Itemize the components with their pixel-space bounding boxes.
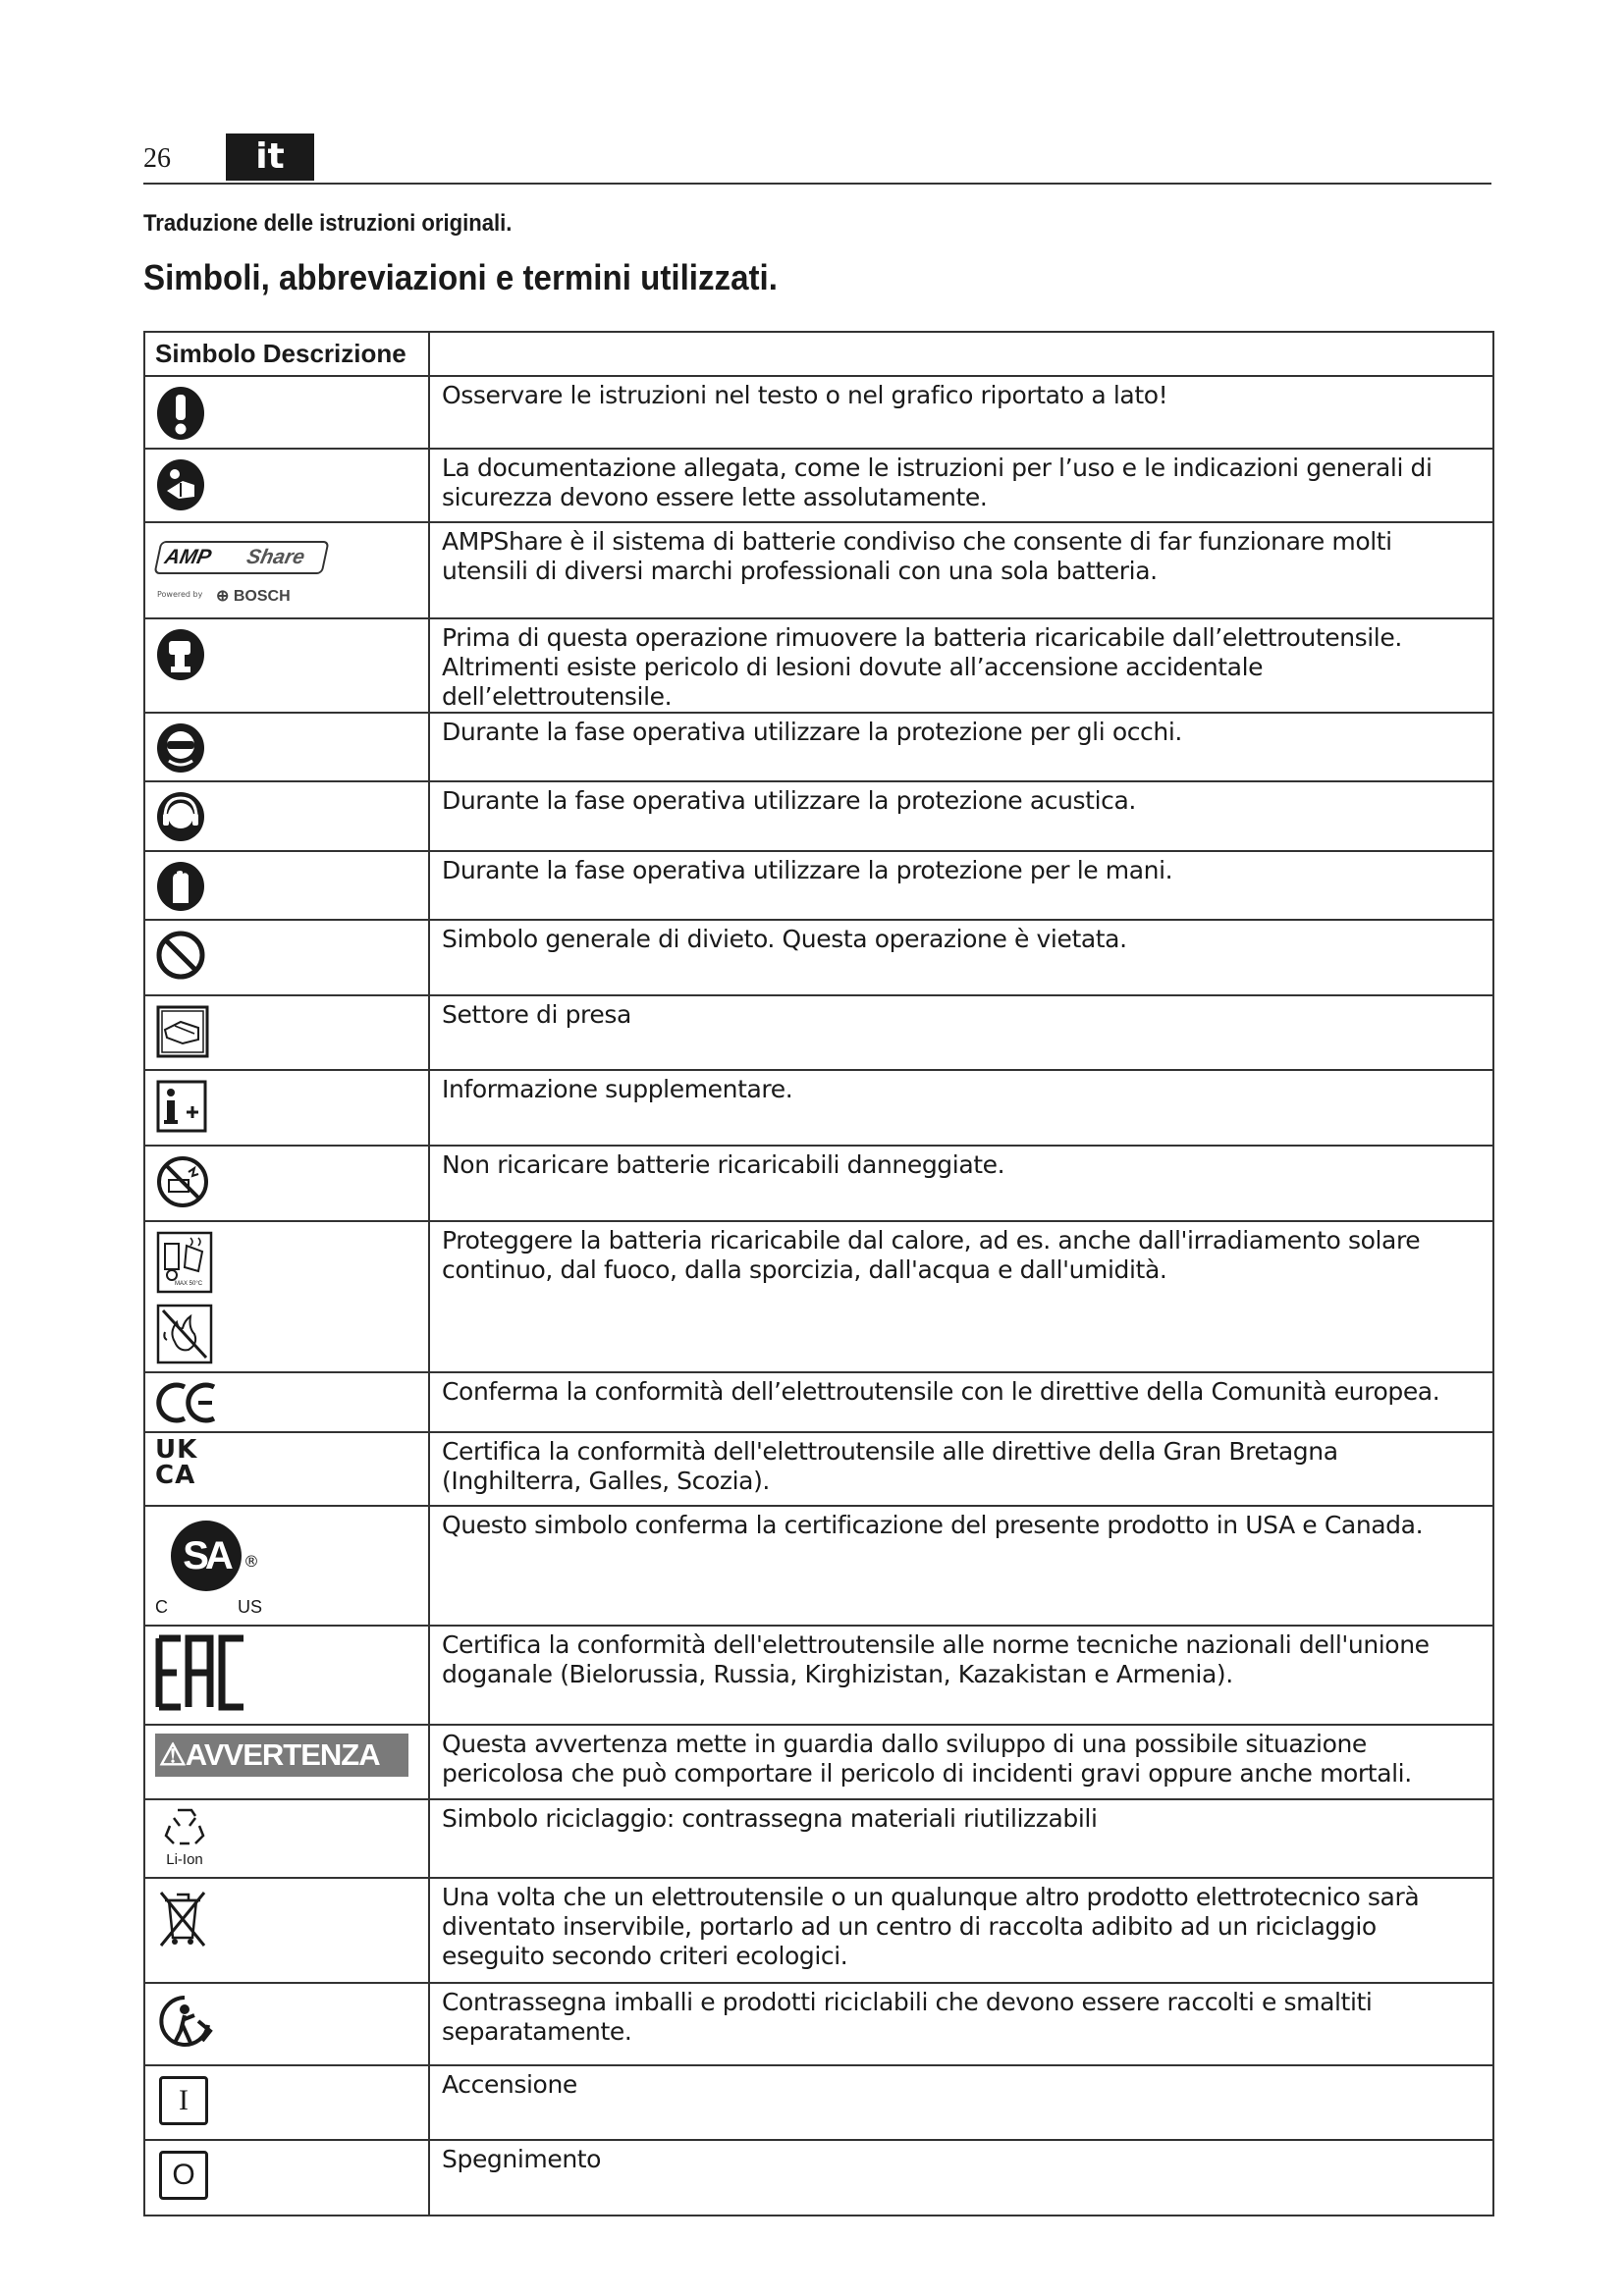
warning-label: ⚠AVVERTENZA bbox=[155, 1734, 408, 1777]
remove-battery-icon bbox=[155, 627, 206, 682]
table-row: UK CA Certifica la conformità dell'elettroutensile alle direttive della Gran Bretagna (Inghilterra, Galles, Scozia). bbox=[144, 1432, 1493, 1506]
table-row: Conferma la conformità dell’elettroutensile con le direttive della Comunità europea. bbox=[144, 1372, 1493, 1432]
power-on-icon: I bbox=[159, 2076, 208, 2125]
table-header-row bbox=[144, 332, 1493, 376]
no-charge-damaged-battery-icon bbox=[155, 1154, 210, 1209]
table-row: Non ricaricare batterie ricaricabili danneggiate. bbox=[144, 1146, 1493, 1221]
language-tab: it bbox=[226, 133, 314, 181]
table-row: Durante la fase operativa utilizzare la protezione per le mani. bbox=[144, 851, 1493, 920]
info-plus-icon bbox=[155, 1079, 208, 1134]
table-row: I Accensione bbox=[144, 2065, 1493, 2140]
table-row: Osservare le istruzioni nel testo o nel grafico riportato a lato! bbox=[144, 376, 1493, 449]
ce-mark bbox=[155, 1379, 224, 1426]
table-row: La documentazione allegata, come le istruzioni per l’uso e le indicazioni generali di sicurezza devono essere lette assolutamente. bbox=[144, 449, 1493, 522]
symbols-table bbox=[143, 331, 1494, 2216]
bosch-mark: ⊕ BOSCH bbox=[216, 588, 291, 605]
table-row: SA ® C US Questo simbolo conferma la certificazione del presente prodotto in USA e Canada. bbox=[144, 1506, 1493, 1626]
eac-mark bbox=[155, 1632, 249, 1713]
table-row: ⚠AVVERTENZA Questa avvertenza mette in guardia dallo sviluppo di una possibile situazione pericolosa che può comportare il pericolo di incidenti gravi oppure anche mortali. bbox=[144, 1725, 1493, 1799]
grip-area-icon bbox=[155, 1004, 210, 1059]
page-header bbox=[143, 133, 1491, 185]
triman-icon bbox=[155, 1992, 216, 2051]
crossed-bin-icon bbox=[155, 1887, 210, 1949]
ear-protection-icon bbox=[155, 790, 206, 843]
table-row: Li-Ion Simbolo riciclaggio: contrassegna materiali riutilizzabili bbox=[144, 1799, 1493, 1878]
table-row: Una volta che un elettroutensile o un qualunque altro prodotto elettrotecnico sarà diventato inservibile, portarlo ad un centro di raccolta adibito ad un riciclaggio eseguito secondo criteri ecologici. bbox=[144, 1878, 1493, 1983]
ukca-mark: UK CA bbox=[155, 1435, 198, 1490]
table-row: Durante la fase operativa utilizzare la protezione per gli occhi. bbox=[144, 713, 1493, 781]
table-row: Settore di presa bbox=[144, 995, 1493, 1070]
ampshare-logo: AMP Share Powered by ⊕ BOSCH bbox=[157, 535, 334, 614]
table-row: Simbolo generale di divieto. Questa operazione è vietata. bbox=[144, 920, 1493, 995]
document-subtitle: Traduzione delle istruzioni originali. bbox=[143, 210, 513, 237]
table-header: Simbolo Descrizione bbox=[144, 332, 429, 376]
table-row: Contrassegna imballi e prodotti riciclabili che devono essere raccolti e smaltiti separatamente. bbox=[144, 1983, 1493, 2065]
table-row: Prima di questa operazione rimuovere la batteria ricaricabile dall’elettroutensile. Altrimenti esiste pericolo di lesioni dovute all’accensione accidentale dell’elettroutensile. bbox=[144, 618, 1493, 713]
table-row: Durante la fase operativa utilizzare la protezione acustica. bbox=[144, 781, 1493, 851]
table-row: AMP Share Powered by ⊕ BOSCH AMPShare è il sistema di batterie condiviso che consente di far funzionare molti utensili di diversi marchi professionali con una sola batteria. bbox=[144, 522, 1493, 618]
table-row: Informazione supplementare. bbox=[144, 1070, 1493, 1146]
csa-mark: SA ® C US bbox=[155, 1517, 273, 1619]
table-row: Certifica la conformità dell'elettroutensile alle norme tecniche nazionali dell'unione doganale (Bielorussia, Russia, Kirghizistan, Kazakistan e Armenia). bbox=[144, 1626, 1493, 1725]
page-title: Simboli, abbreviazioni e termini utilizzati. bbox=[143, 257, 778, 297]
prohibition-icon bbox=[155, 929, 206, 982]
battery-water-fire-icon bbox=[155, 1303, 214, 1365]
table-row: MAX 50°C Proteggere la batteria ricaricabile dal calore, ad es. anche dall'irradiamento solare continuo, dal fuoco, dalla sporcizia, dall'acqua e dall'umidità. bbox=[144, 1221, 1493, 1372]
exclamation-icon bbox=[155, 385, 206, 442]
recycling-li-ion-icon: Li-Ion bbox=[155, 1804, 214, 1868]
eye-protection-icon bbox=[155, 721, 206, 774]
hand-protection-icon bbox=[155, 860, 206, 913]
power-off-icon: O bbox=[159, 2151, 208, 2200]
table-row: O Spegnimento bbox=[144, 2140, 1493, 2216]
read-manual-icon bbox=[155, 457, 206, 512]
warning-triangle-icon: ⚠ bbox=[159, 1737, 186, 1772]
page-number: 26 bbox=[143, 143, 171, 174]
